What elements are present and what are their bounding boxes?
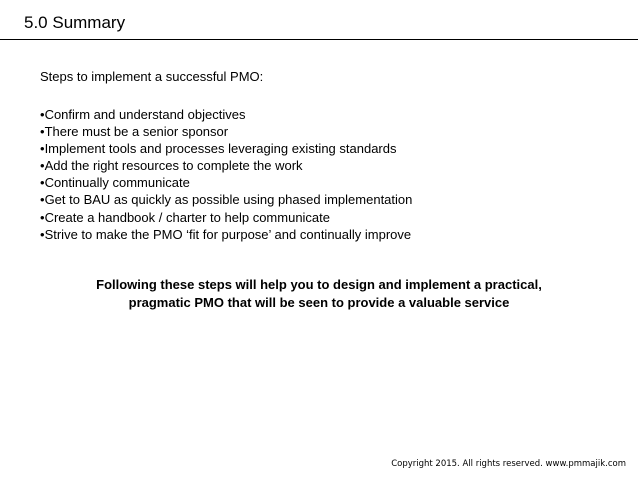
list-item (40, 191, 412, 208)
list-item-text: Add the right resources to complete the work (44, 158, 303, 174)
bullet-icon: • (40, 209, 45, 225)
copyright-notice: Copyright 2015. All rights reserved. www.pmmajik.com (391, 459, 626, 469)
list-item (40, 123, 412, 140)
steps-list (40, 106, 412, 243)
list-item-text: Create a handbook / charter to help communicate (44, 209, 331, 225)
bullet-icon: • (40, 158, 45, 174)
list-item-text: Implement tools and processes leveraging existing standards (44, 141, 397, 157)
list-item (40, 140, 412, 157)
list-item-text: Strive to make the PMO ‘fit for purpose’ and continually improve (44, 226, 412, 242)
slide-title: 5.0 Summary (24, 13, 126, 32)
bullet-icon: • (40, 124, 45, 140)
list-item-text: Get to BAU as quickly as possible using phased implementation (44, 192, 413, 208)
bullet-icon: • (40, 192, 45, 208)
list-item (40, 106, 412, 123)
bullet-icon: • (40, 226, 45, 242)
bullet-icon: • (40, 141, 45, 157)
conclusion-line-1: Following these steps will help you to design and implement a practical, (96, 277, 542, 292)
list-item-text: There must be a senior sponsor (44, 124, 229, 140)
bullet-icon: • (40, 175, 45, 191)
list-item-text: Continually communicate (44, 175, 190, 191)
list-item (40, 157, 412, 174)
list-item (40, 226, 412, 243)
title-divider (0, 39, 638, 40)
list-item (40, 174, 412, 191)
conclusion-line-2: pragmatic PMO that will be seen to provide a valuable service (128, 295, 510, 310)
list-item-text: Confirm and understand objectives (44, 107, 246, 122)
bullet-icon: • (40, 107, 45, 122)
conclusion-statement (30, 276, 608, 312)
list-item (40, 209, 412, 226)
intro-text: Steps to implement a successful PMO: (40, 69, 264, 84)
